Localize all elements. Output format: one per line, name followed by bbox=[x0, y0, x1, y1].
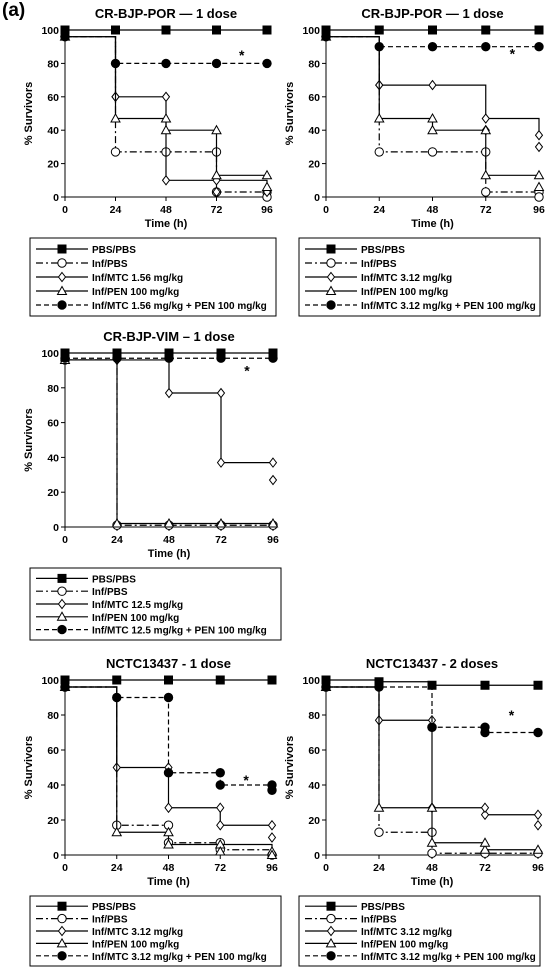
data-point bbox=[535, 43, 543, 51]
y-tick-label: 80 bbox=[308, 710, 320, 722]
data-point bbox=[482, 188, 490, 196]
x-tick-label: 24 bbox=[373, 862, 385, 874]
data-point bbox=[375, 43, 383, 51]
chart-3 bbox=[23, 329, 281, 640]
data-point bbox=[217, 821, 224, 830]
data-point bbox=[536, 131, 543, 140]
y-tick-label: 0 bbox=[53, 522, 59, 534]
x-tick-label: 48 bbox=[163, 534, 175, 546]
data-point bbox=[216, 781, 224, 789]
data-point bbox=[322, 683, 330, 691]
data-point bbox=[375, 26, 383, 34]
data-point bbox=[61, 354, 69, 362]
x-axis-label: Time (h) bbox=[411, 218, 454, 230]
legend-label: Inf/MTC 1.56 mg/kg bbox=[92, 273, 184, 284]
data-point bbox=[163, 92, 170, 101]
chart-2 bbox=[284, 6, 545, 316]
y-tick-label: 80 bbox=[47, 382, 59, 395]
x-tick-label: 24 bbox=[111, 534, 123, 546]
x-tick-label: 48 bbox=[162, 862, 175, 874]
significance-annotation: * bbox=[509, 45, 516, 62]
x-tick-label: 48 bbox=[160, 204, 172, 216]
x-tick-label: 72 bbox=[479, 204, 492, 216]
chart-title: CR-BJP-POR — 1 dose bbox=[94, 6, 238, 21]
data-point bbox=[268, 786, 276, 794]
legend-marker bbox=[327, 259, 335, 267]
legend-label: Inf/MTC 3.12 mg/kg bbox=[361, 927, 453, 938]
chart-title: NCTC13437 - 1 dose bbox=[106, 656, 231, 671]
legend-marker bbox=[58, 914, 66, 922]
y-tick-label: 100 bbox=[41, 675, 59, 687]
data-point bbox=[165, 354, 173, 362]
data-point bbox=[113, 354, 121, 362]
x-tick-label: 48 bbox=[426, 862, 438, 874]
data-point bbox=[216, 676, 224, 684]
legend bbox=[30, 568, 281, 640]
data-point bbox=[481, 723, 489, 731]
data-point bbox=[268, 676, 276, 684]
y-tick-label: 20 bbox=[308, 815, 320, 827]
x-tick-label: 72 bbox=[210, 204, 223, 216]
legend-marker bbox=[327, 245, 335, 253]
x-tick-label: 24 bbox=[373, 204, 386, 216]
y-axis-label: % Survivors bbox=[284, 735, 296, 800]
y-tick-label: 60 bbox=[308, 91, 320, 104]
data-point bbox=[165, 676, 173, 684]
y-axis-label: % Survivors bbox=[23, 408, 35, 472]
data-point bbox=[428, 43, 436, 51]
legend-label: Inf/PBS bbox=[92, 259, 128, 270]
x-tick-label: 24 bbox=[109, 204, 122, 216]
data-point bbox=[534, 681, 542, 689]
series-1 bbox=[61, 676, 276, 684]
legend-marker bbox=[58, 902, 66, 910]
y-tick-label: 80 bbox=[308, 58, 320, 71]
data-point bbox=[162, 59, 170, 67]
significance-annotation: * bbox=[243, 771, 249, 788]
x-axis-label: Time (h) bbox=[410, 876, 454, 888]
data-point bbox=[269, 833, 276, 842]
legend bbox=[299, 896, 540, 966]
y-tick-label: 100 bbox=[302, 25, 320, 37]
y-tick-label: 60 bbox=[47, 745, 59, 757]
series-1 bbox=[61, 26, 271, 34]
y-tick-label: 0 bbox=[314, 850, 320, 862]
data-point bbox=[113, 676, 121, 684]
chart-4 bbox=[23, 656, 281, 966]
data-point bbox=[218, 389, 225, 398]
legend-label: Inf/MTC 3.12 mg/kg + PEN 100 mg/kg bbox=[361, 951, 536, 963]
data-point bbox=[428, 849, 436, 857]
legend-marker bbox=[58, 245, 66, 253]
data-point bbox=[375, 148, 383, 156]
legend-marker bbox=[327, 952, 335, 960]
data-point bbox=[164, 769, 172, 777]
x-tick-label: 96 bbox=[266, 862, 278, 874]
data-point bbox=[113, 693, 121, 701]
x-tick-label: 0 bbox=[62, 204, 68, 216]
legend-marker bbox=[58, 625, 66, 633]
data-point bbox=[536, 142, 543, 151]
data-point bbox=[112, 26, 120, 34]
legend-label: Inf/PBS bbox=[92, 914, 128, 926]
data-point bbox=[164, 693, 172, 701]
x-tick-label: 96 bbox=[533, 204, 545, 216]
legend-label: PBS/PBS bbox=[361, 902, 405, 914]
legend-label: Inf/PBS bbox=[361, 259, 397, 270]
y-tick-label: 40 bbox=[47, 125, 59, 138]
data-point bbox=[535, 193, 543, 201]
y-tick-label: 20 bbox=[308, 158, 320, 171]
series-5 bbox=[61, 354, 277, 362]
chart-title: NCTC13437 - 2 doses bbox=[365, 656, 499, 671]
data-point bbox=[111, 148, 119, 156]
data-point bbox=[375, 828, 383, 836]
data-point bbox=[217, 803, 224, 812]
legend-marker bbox=[327, 301, 335, 309]
x-axis-label: Time (h) bbox=[147, 548, 191, 560]
legend-label: Inf/MTC 3.12 mg/kg bbox=[92, 927, 184, 938]
data-point bbox=[166, 389, 173, 398]
y-tick-label: 20 bbox=[47, 487, 59, 500]
legend-label: Inf/PEN 100 mg/kg bbox=[92, 939, 180, 951]
y-tick-label: 100 bbox=[41, 25, 59, 37]
chart-title: CR-BJP-VIM – 1 dose bbox=[103, 329, 235, 344]
legend-label: Inf/PEN 100 mg/kg bbox=[361, 287, 449, 298]
x-axis-label: Time (h) bbox=[147, 876, 190, 888]
x-tick-label: 0 bbox=[62, 862, 68, 874]
y-axis-label: % Survivors bbox=[23, 81, 35, 146]
data-point bbox=[269, 354, 277, 362]
legend-label: Inf/MTC 3.12 mg/kg bbox=[361, 273, 453, 284]
chart-title: CR-BJP-POR — 1 dose bbox=[361, 6, 504, 21]
series-1 bbox=[322, 26, 543, 34]
legend-label: Inf/PBS bbox=[92, 587, 128, 599]
y-tick-label: 60 bbox=[47, 91, 59, 104]
data-point bbox=[481, 681, 489, 689]
y-axis-label: % Survivors bbox=[23, 735, 35, 800]
y-tick-label: 80 bbox=[47, 58, 59, 71]
data-point bbox=[216, 769, 224, 777]
legend-label: Inf/MTC 12.5 mg/kg bbox=[92, 600, 184, 611]
x-axis-label: Time (h) bbox=[144, 218, 188, 230]
significance-annotation: * bbox=[508, 707, 515, 723]
data-point bbox=[375, 683, 383, 691]
data-point bbox=[535, 821, 542, 830]
y-tick-label: 0 bbox=[53, 192, 59, 204]
y-tick-label: 20 bbox=[47, 815, 59, 827]
data-point bbox=[61, 683, 69, 691]
data-point bbox=[212, 59, 220, 67]
legend-label: Inf/PEN 100 mg/kg bbox=[361, 939, 449, 951]
data-point bbox=[429, 26, 437, 34]
x-tick-label: 24 bbox=[110, 862, 123, 874]
data-point bbox=[263, 59, 271, 67]
data-point bbox=[482, 114, 489, 123]
significance-annotation: * bbox=[239, 47, 245, 64]
y-tick-label: 100 bbox=[41, 348, 59, 360]
y-tick-label: 40 bbox=[47, 780, 59, 792]
legend-marker bbox=[58, 952, 66, 960]
legend bbox=[30, 238, 276, 316]
data-point bbox=[61, 32, 69, 40]
legend-label: PBS/PBS bbox=[92, 245, 136, 256]
data-point bbox=[322, 32, 330, 40]
x-tick-label: 72 bbox=[215, 534, 227, 546]
panel-label: (a) bbox=[2, 0, 26, 21]
data-point bbox=[535, 182, 544, 190]
x-tick-label: 0 bbox=[62, 534, 68, 546]
data-point bbox=[162, 26, 170, 34]
y-tick-label: 60 bbox=[308, 745, 320, 757]
y-tick-label: 80 bbox=[47, 710, 59, 722]
x-tick-label: 96 bbox=[267, 534, 279, 546]
y-tick-label: 100 bbox=[302, 675, 320, 687]
y-tick-label: 0 bbox=[53, 850, 59, 862]
legend-marker bbox=[327, 902, 335, 910]
legend-label: Inf/PBS bbox=[361, 914, 397, 926]
x-tick-label: 48 bbox=[426, 204, 439, 216]
y-tick-label: 20 bbox=[47, 158, 59, 171]
legend-label: Inf/MTC 12.5 mg/kg + PEN 100 mg/kg bbox=[92, 625, 267, 637]
legend-label: Inf/MTC 1.56 mg/kg + PEN 100 mg/kg bbox=[92, 301, 267, 312]
legend-label: PBS/PBS bbox=[92, 902, 136, 914]
x-tick-label: 0 bbox=[323, 204, 329, 216]
legend-label: Inf/PEN 100 mg/kg bbox=[92, 287, 180, 298]
data-point bbox=[163, 176, 170, 185]
legend-label: Inf/MTC 3.12 mg/kg + PEN 100 mg/kg bbox=[361, 301, 536, 312]
data-point bbox=[217, 354, 225, 362]
data-point bbox=[535, 26, 543, 34]
y-tick-label: 40 bbox=[47, 452, 59, 465]
data-point bbox=[165, 803, 172, 812]
legend-marker bbox=[58, 574, 66, 582]
data-point bbox=[263, 26, 271, 34]
legend-marker bbox=[58, 259, 66, 267]
data-point bbox=[482, 803, 489, 812]
data-point bbox=[534, 728, 542, 736]
data-point bbox=[269, 821, 276, 830]
y-tick-label: 60 bbox=[47, 417, 59, 430]
legend bbox=[299, 238, 540, 316]
x-tick-label: 72 bbox=[479, 862, 491, 874]
legend-marker bbox=[58, 587, 66, 595]
y-tick-label: 0 bbox=[314, 192, 320, 204]
data-point bbox=[535, 810, 542, 819]
data-point bbox=[270, 458, 277, 467]
x-tick-label: 96 bbox=[261, 204, 273, 216]
data-point bbox=[428, 723, 436, 731]
chart-1 bbox=[23, 6, 276, 316]
data-point bbox=[429, 81, 436, 90]
x-tick-label: 72 bbox=[214, 862, 227, 874]
data-point bbox=[482, 43, 490, 51]
x-tick-label: 0 bbox=[323, 862, 329, 874]
legend bbox=[30, 896, 281, 966]
data-point bbox=[428, 148, 436, 156]
data-point bbox=[218, 458, 225, 467]
data-point bbox=[482, 26, 490, 34]
legend-marker bbox=[58, 301, 66, 309]
legend-label: PBS/PBS bbox=[361, 245, 405, 256]
data-point bbox=[263, 182, 272, 190]
x-tick-label: 96 bbox=[532, 862, 544, 874]
legend-label: Inf/MTC 3.12 mg/kg + PEN 100 mg/kg bbox=[92, 951, 267, 963]
significance-annotation: * bbox=[244, 362, 250, 379]
y-tick-label: 40 bbox=[308, 125, 320, 138]
chart-5 bbox=[284, 656, 544, 966]
y-axis-label: % Survivors bbox=[284, 81, 296, 146]
legend-label: PBS/PBS bbox=[92, 574, 136, 586]
legend-marker bbox=[327, 914, 335, 922]
y-tick-label: 40 bbox=[308, 780, 320, 792]
series-line bbox=[326, 687, 538, 815]
series-line bbox=[65, 360, 273, 463]
data-point bbox=[213, 26, 221, 34]
legend-label: Inf/PEN 100 mg/kg bbox=[92, 612, 180, 624]
data-point bbox=[270, 476, 277, 485]
data-point bbox=[111, 59, 119, 67]
